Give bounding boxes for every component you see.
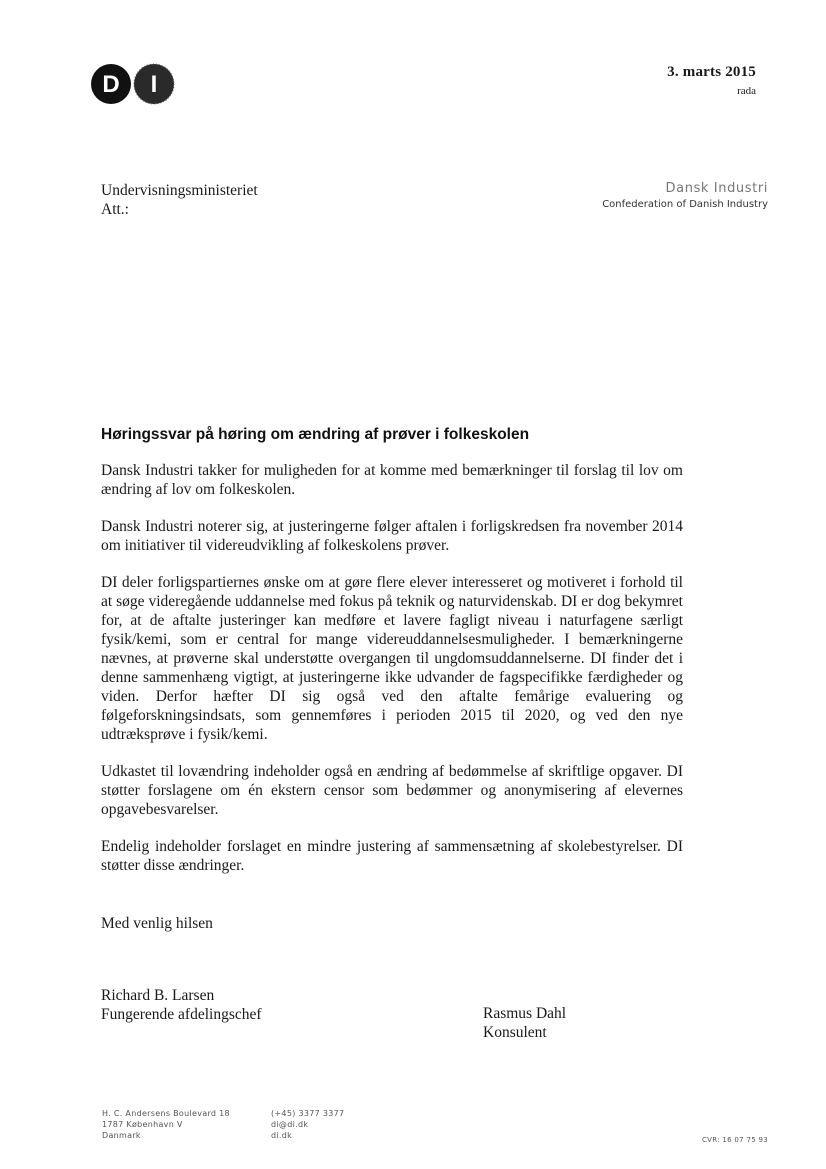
footer-address: [102, 1108, 230, 1141]
organization-block: [602, 181, 768, 210]
recipient-block: [101, 181, 258, 219]
footer-address-line: H. C. Andersens Boulevard 18: [102, 1109, 230, 1118]
letter-date: 3. marts 2015: [667, 64, 756, 80]
di-logo-graphic: [90, 63, 176, 105]
signatory-title: Konsulent: [483, 1023, 547, 1041]
footer-contact: [271, 1108, 344, 1141]
footer-website: di.dk: [271, 1131, 293, 1140]
letter-title: Høringssvar på høring om ændring af prøver i folkeskolen: [101, 426, 530, 443]
signatory-name: Richard B. Larsen: [101, 987, 215, 1004]
recipient-name: Undervisningsministeriet: [101, 182, 258, 199]
signatory-name: Rasmus Dahl: [483, 1005, 567, 1022]
footer-address-line: Danmark: [102, 1131, 141, 1140]
body-paragraph: Dansk Industri takker for muligheden for at komme med bemærkninger til forslag til lov om ændring af lov om folkeskolen.: [101, 462, 683, 498]
signature-block-2: [483, 1005, 566, 1042]
body-paragraph: Dansk Industri noterer sig, at justeringerne følger aftalen i forligskredsen fra november 2014 om initiativer til videreudvikling af folkeskolens prøver.: [101, 518, 683, 554]
organization-name-danish: Dansk Industri: [665, 181, 768, 196]
footer-phone: (+45) 3377 3377: [271, 1109, 345, 1118]
author-initials: rada: [737, 85, 756, 97]
footer-address-line: 1787 København V: [102, 1120, 183, 1129]
closing-salutation: Med venlig hilsen: [101, 915, 213, 932]
body-paragraph: DI deler forligspartiernes ønske om at gøre flere elever interesseret og motiveret i forhold til at søge videregående uddannelse med fokus på teknik og naturvidenskab. DI er dog bekymret for, at de aftalte justeringer kan medføre et lavere fagligt niveau i naturfagene særligt fysik/kemi, som er central for mange videreuddannelsesmuligheder. I bemærkningerne nævnes, at prøverne skal understøtte overgangen til ungdomsuddannelserne. DI finder det i denne sammenhæng vigtigt, at justeringerne ikke udvander de fagspecifikke færdigheder og viden. Derfor hæfter DI sig også ved den aftalte femårige evaluering og følgeforskningsindsats, som gennemføres i perioden 2015 til 2020, og ved den nye udtræksprøve i fysik/kemi.: [101, 574, 683, 743]
recipient-attention: Att.:: [101, 201, 129, 218]
letter-body: [101, 461, 683, 893]
signatory-title: Fungerende afdelingschef: [101, 1005, 262, 1023]
di-logo: [90, 63, 176, 105]
signature-block-1: [101, 987, 262, 1024]
body-paragraph: Endelig indeholder forslaget en mindre justering af sammensætning af skolebestyrelser. DI støtter disse ændringer.: [101, 838, 683, 874]
footer-cvr: CVR: 16 07 75 93: [701, 1136, 768, 1144]
date-block: [667, 64, 756, 97]
logo-letter-d: D: [102, 71, 120, 98]
organization-name-english: Confederation of Danish Industry: [602, 199, 768, 210]
logo-letter-i: I: [150, 71, 158, 98]
body-paragraph: Udkastet til lovændring indeholder også en ændring af bedømmelse af skriftlige opgaver. DI støtter forslagene om én ekstern censor som bedømmer og anonymisering af elevernes opgavebesvarelser.: [101, 763, 683, 818]
footer-email: di@di.dk: [271, 1120, 309, 1129]
